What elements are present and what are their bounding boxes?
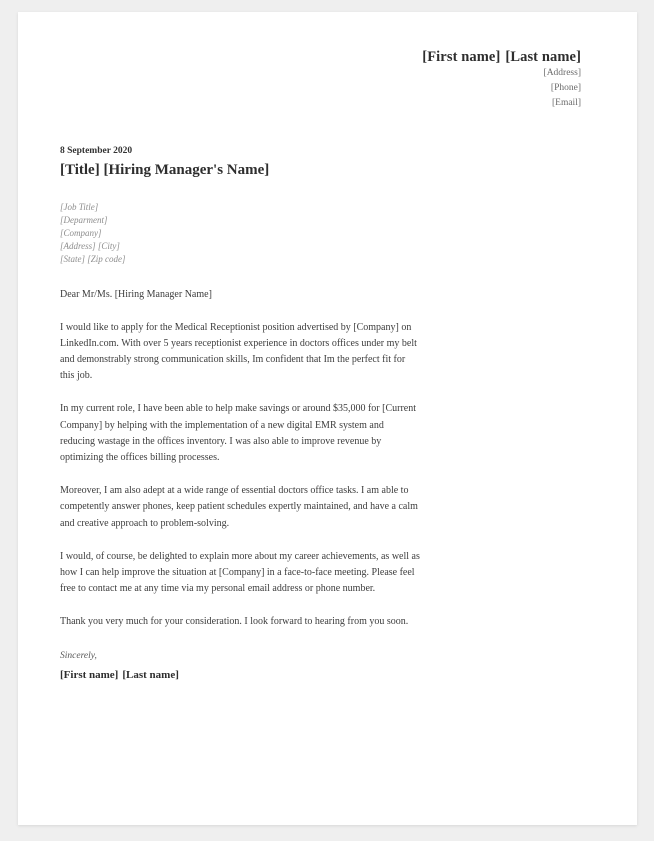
sender-last-name: [Last name] (505, 49, 581, 65)
recipient-title-line: [Title] [Hiring Manager's Name] (60, 162, 270, 178)
sender-email: [Email] (551, 97, 581, 108)
recipient-department: [Deparment] (60, 214, 108, 225)
body-paragraph-2: In my current role, I have been able to help make savings or around $35,000 for [Current Company] by helping with the implementation of a new digital EMR system and reducing wastage in the offices inventory. I was also able to improve revenue by optimizing the offices billing processes. (60, 403, 416, 464)
body-paragraph-5: Thank you very much for your consideration. I look forward to hearing from you soon. (60, 616, 409, 628)
signature-name (60, 669, 580, 681)
body-paragraph-3: Moreover, I am also adept at a wide range of essential doctors office tasks. I am able to competently answer phones, keep patient schedules expertly maintained, and have a calm and creative approach to problem-solving. (60, 485, 418, 529)
signature-first-name: [First name] (60, 668, 119, 681)
recipient-address-block (60, 201, 580, 266)
body-paragraph-4: I would, of course, be delighted to explain more about my career achievements, as well as how I can help improve the situation at [Company] in a face-to-face meeting. Please feel free to contact me at any time via my personal email address or phone number. (60, 550, 420, 595)
sender-name (422, 48, 581, 66)
sender-address: [Address] (543, 68, 581, 79)
body-paragraph-1: I would like to apply for the Medical Receptionist position advertised by [Company] on LinkedIn.com. With over 5 years receptionist experience in doctors offices under my belt and demonstrably strong communication skills, Im confident that Im the perfect fit for this job. (60, 321, 417, 382)
salutation: Dear Mr/Ms. [Hiring Manager Name] (60, 288, 212, 300)
letter-content (60, 146, 580, 681)
sender-first-name: [First name] (422, 49, 501, 65)
recipient-job-title: [Job Title] (60, 201, 99, 212)
sender-contact-block (422, 48, 581, 110)
letter-page (18, 12, 637, 825)
letter-date: 8 September 2020 (60, 146, 133, 156)
recipient-address-city: [Address] [City] (60, 240, 120, 251)
signature-last-name: [Last name] (122, 668, 179, 681)
recipient-state-zip: [State] [Zip code] (60, 253, 126, 264)
closing-block (60, 651, 580, 681)
sender-phone: [Phone] (550, 82, 581, 93)
recipient-company: [Company] (60, 227, 102, 238)
closing-word: Sincerely, (60, 650, 97, 661)
